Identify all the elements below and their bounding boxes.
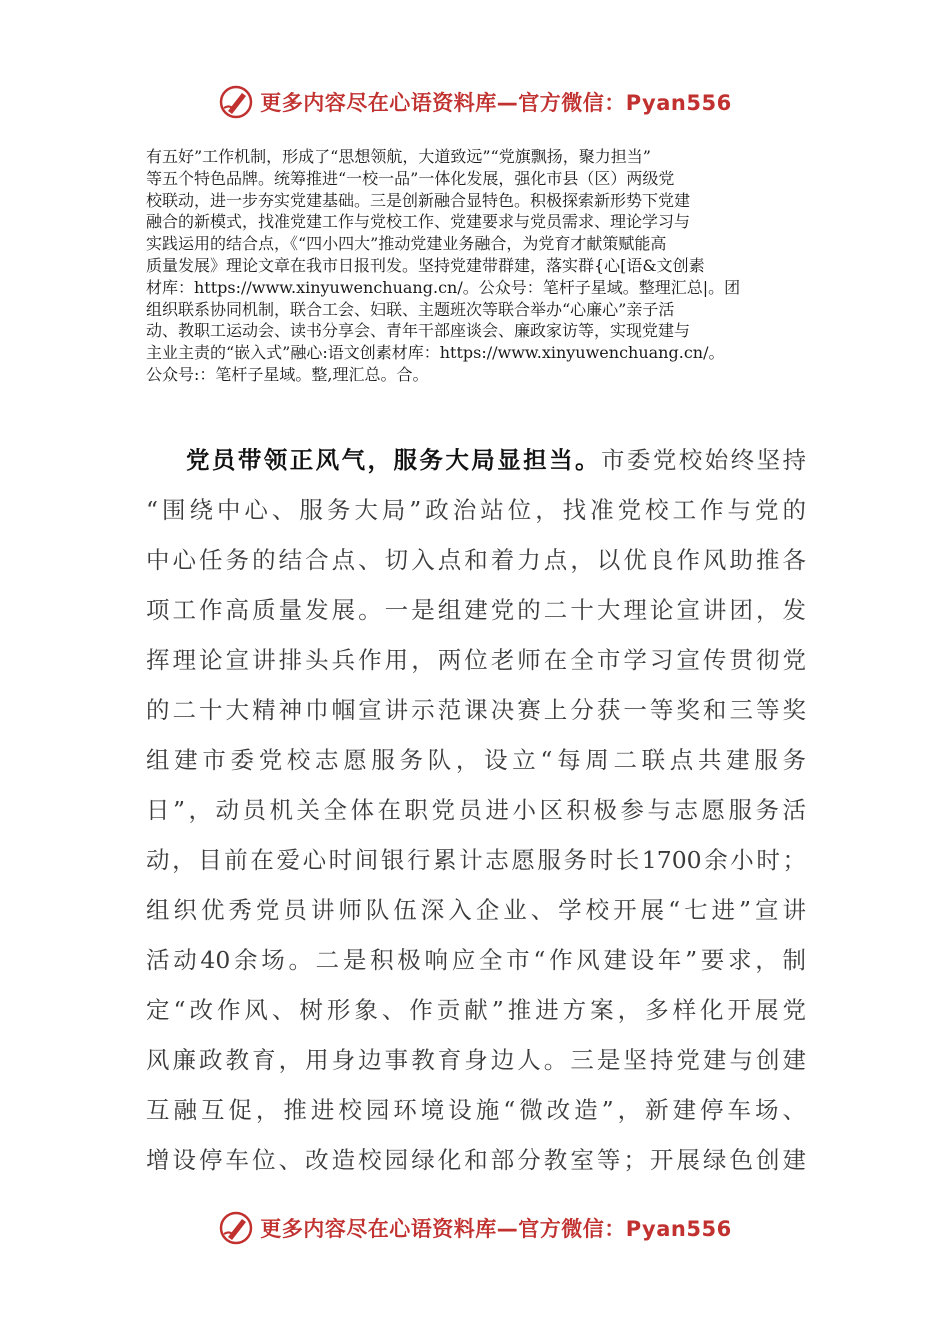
paragraph-heading: 党员带领正风气，服务大局显担当。	[186, 446, 601, 474]
main-line-first	[146, 435, 806, 485]
small-line: 主业主责的“嵌入式”融心:语文创素材库：https://www.xinyuwenchuang.cn/。	[146, 343, 725, 363]
main-line: 互融互促，推进校园环境设施“微改造”，新建停车场、	[146, 1096, 806, 1124]
main-line: 动，目前在爱心时间银行累计志愿服务时长1700余小时；	[146, 846, 806, 874]
main-line: 风廉政教育，用身边事教育身边人。三是坚持党建与创建	[146, 1046, 806, 1074]
small-line: 实践运用的结合点，《“四小四大”推动党建业务融合，为党育才献策赋能高	[146, 234, 667, 254]
header-banner-text: 更多内容尽在心语资料库—官方微信：Pyan556	[260, 91, 732, 115]
small-paragraph	[146, 146, 806, 386]
small-line: 组织联系协同机制，联合工会、妇联、主题班次等联合举办“心廉心”亲子活	[146, 299, 675, 319]
pen-nib-logo-icon	[218, 84, 254, 120]
footer-banner	[0, 1208, 950, 1248]
small-line: 等五个特色品牌。统筹推进“一校一品”一体化发展，强化市县（区）两级党	[146, 168, 675, 188]
pen-nib-logo-icon	[218, 1210, 254, 1246]
main-line: 组织优秀党员讲师队伍深入企业、学校开展“七进”宣讲	[146, 896, 806, 924]
main-line: 日”，动员机关全体在职党员进小区积极参与志愿服务活	[146, 796, 806, 824]
small-line: 材库：https://www.xinyuwenchuang.cn/。公众号：笔杆子星域。整理汇总|。团	[146, 277, 741, 297]
main-line: 定“改作风、树形象、作贡献”推进方案，多样化开展党	[146, 996, 806, 1024]
main-line: 中心任务的结合点、切入点和着力点，以优良作风助推各	[146, 546, 806, 574]
main-line: 组建市委党校志愿服务队，设立“每周二联点共建服务	[146, 746, 806, 774]
main-line: 活动40余场。二是积极响应全市“作风建设年”要求，制	[146, 946, 806, 974]
main-paragraph	[146, 435, 806, 1185]
main-line-text: 市委党校始终坚持	[600, 446, 806, 474]
small-line: 公众号:：笔杆子星域。整,理汇总。合。	[146, 364, 429, 384]
footer-banner-text: 更多内容尽在心语资料库—官方微信：Pyan556	[260, 1217, 732, 1241]
main-line: 挥理论宣讲排头兵作用，两位老师在全市学习宣传贯彻党	[146, 646, 806, 674]
main-line: 的二十大精神巾帼宣讲示范课决赛上分获一等奖和三等奖	[146, 696, 806, 724]
header-banner	[0, 82, 950, 122]
small-line: 质量发展》理论文章在我市日报刊发。坚持党建带群建，落实群{心[语&文创素	[146, 255, 705, 275]
main-line: 增设停车位、改造校园绿化和部分教室等；开展绿色创建	[146, 1146, 806, 1174]
small-line: 有五好”工作机制，形成了“思想领航，大道致远”“党旗飘扬，聚力担当”	[146, 147, 651, 166]
main-line: “围绕中心、服务大局”政治站位，找准党校工作与党的	[146, 496, 806, 524]
small-line: 融合的新模式，找准党建工作与党校工作、党建要求与党员需求、理论学习与	[146, 212, 691, 232]
small-line: 动、教职工运动会、读书分享会、青年干部座谈会、廉政家访等，实现党建与	[146, 321, 691, 341]
small-line: 校联动，进一步夯实党建基础。三是创新融合显特色。积极探索新形势下党建	[146, 190, 691, 210]
main-line: 项工作高质量发展。一是组建党的二十大理论宣讲团，发	[146, 596, 806, 624]
